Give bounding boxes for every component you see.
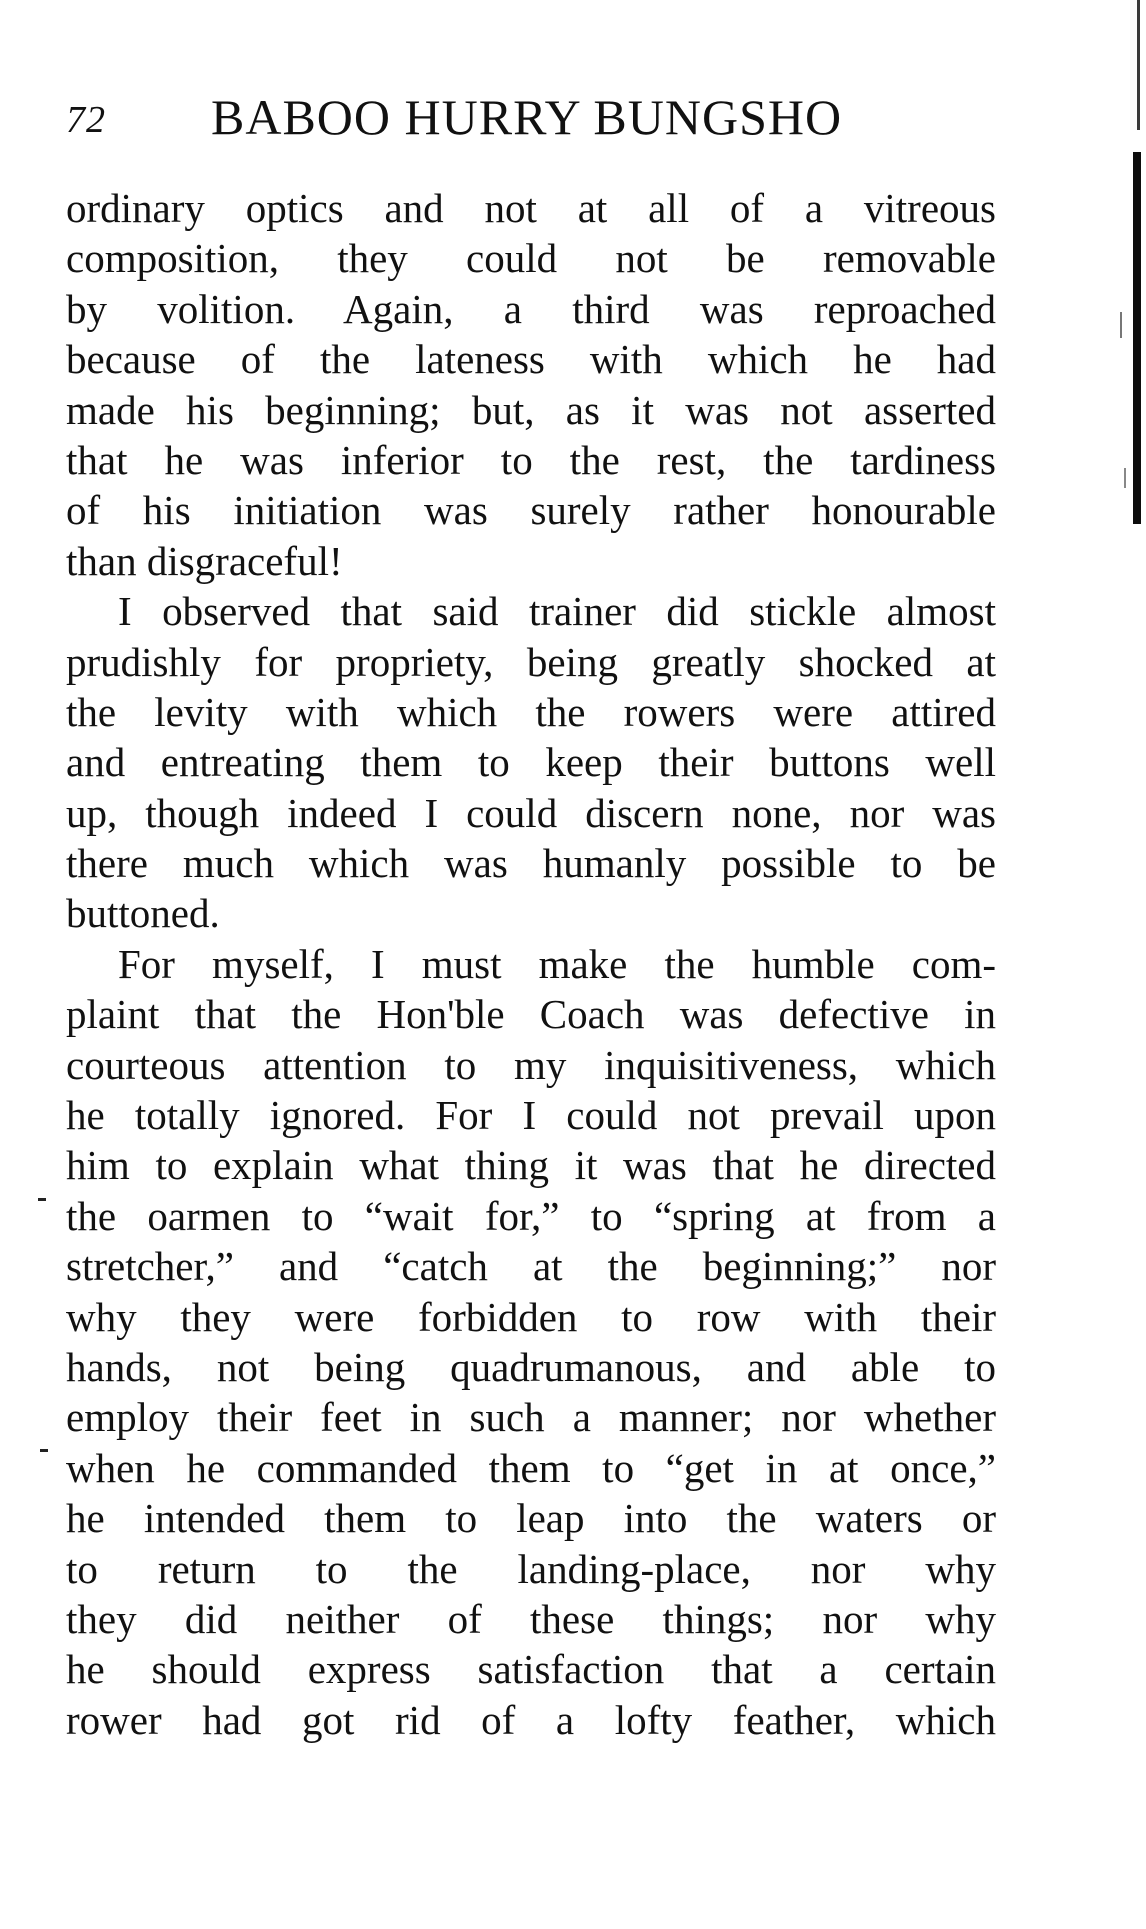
text-line: than disgraceful! (66, 537, 343, 584)
text-line: there much which was humanly possible to be (66, 840, 996, 887)
text-line: they did neither of these things; nor why (66, 1595, 996, 1642)
text-line: the levity with which the rowers were attired (66, 688, 996, 735)
text-line: because of the lateness with which he had (66, 336, 996, 383)
text-line: buttoned. (66, 890, 220, 937)
text-line: rower had got rid of a lofty feather, which (66, 1696, 996, 1743)
text-line: the oarmen to “wait for,” to “spring at from a (66, 1192, 996, 1239)
text-line: plaint that the Hon'ble Coach was defective in (66, 991, 996, 1038)
text-line: composition, they could not be removable (66, 235, 996, 282)
text-line: he intended them to leap into the waters or (66, 1495, 996, 1542)
text-line: ordinary optics and not at all of a vitreous (66, 185, 996, 231)
scan-edge-line (1137, 0, 1140, 130)
scan-edge-bar (1133, 152, 1141, 524)
text-line: when he commanded them to “get in at once,” (66, 1444, 996, 1491)
text-line: courteous attention to my inquisitiveness, which (66, 1041, 996, 1088)
text-line: by volition. Again, a third was reproached (66, 285, 996, 332)
text-line: hands, not being quadrumanous, and able to (66, 1343, 996, 1390)
text-line: employ their feet in such a manner; nor whether (66, 1394, 996, 1441)
page-header (66, 88, 996, 148)
text-line: he totally ignored. For I could not prevail upon (66, 1092, 996, 1139)
text-line: of his initiation was surely rather honourable (66, 487, 996, 534)
text-line: prudishly for propriety, being greatly shocked at (66, 638, 996, 685)
text-line: him to explain what thing it was that he directed (66, 1142, 996, 1189)
paragraph-start-line: I observed that said trainer did stickle almost (118, 588, 996, 635)
margin-mark (38, 1198, 46, 1201)
text-line: to return to the landing-place, nor why (66, 1545, 996, 1592)
text-line: up, though indeed I could discern none, nor was (66, 789, 996, 836)
page-number: 72 (66, 99, 106, 141)
text-line: that he was inferior to the rest, the tardiness (66, 436, 996, 483)
text-line: why they were forbidden to row with their (66, 1293, 996, 1340)
text-line: and entreating them to keep their buttons well (66, 739, 996, 786)
text-line: made his beginning; but, as it was not asserted (66, 386, 996, 433)
scan-edge-tick (1120, 312, 1122, 338)
running-title: BABOO HURRY BUNGSHO (211, 89, 843, 145)
margin-mark (40, 1449, 48, 1452)
paragraph-start-line: For myself, I must make the humble com- (118, 940, 996, 987)
body-text (66, 183, 996, 1745)
text-line: stretcher,” and “catch at the beginning;” nor (66, 1243, 996, 1290)
scan-edge-tick (1124, 468, 1126, 488)
text-line: he should express satisfaction that a certain (66, 1646, 996, 1693)
